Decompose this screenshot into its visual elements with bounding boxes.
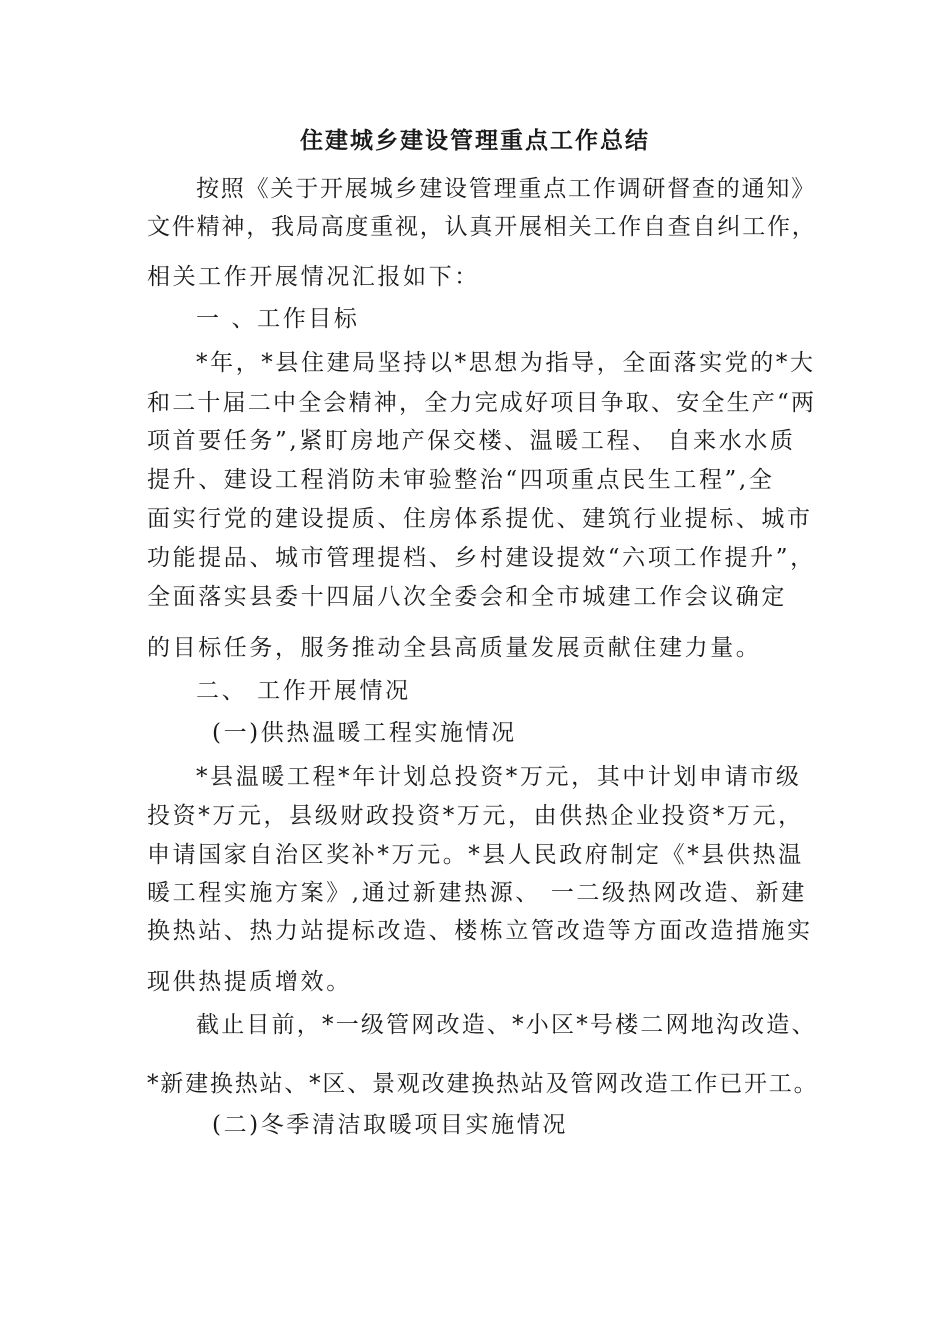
paragraph-line: 项首要任务”,紧盯房地产保交楼、温暖工程、 自来水水质 (147, 428, 796, 454)
paragraph-line: 提升、建设工程消防未审验整治“四项重点民生工程”,全 (147, 467, 775, 493)
document-title: 住建城乡建设管理重点工作总结 (300, 127, 650, 154)
paragraph-line: 投资*万元，县级财政投资*万元，由供热企业投资*万元， (147, 803, 804, 829)
paragraph-line: 截止目前，*一级管网改造、*小区*号楼二网地沟改造、 (196, 1012, 817, 1038)
paragraph-line: 申请国家自治区奖补*万元。*县人民政府制定《*县供热温 (147, 842, 804, 868)
paragraph-line: 功能提品、城市管理提档、乡村建设提效“六项工作提升”， (147, 545, 816, 571)
subsection-heading: (二)冬季清洁取暖项目实施情况 (212, 1112, 568, 1138)
subsection-heading: (一)供热温暖工程实施情况 (212, 720, 517, 746)
paragraph-line: *县温暖工程*年计划总投资*万元，其中计划申请市级 (196, 764, 802, 790)
intro-line: 文件精神，我局高度重视，认真开展相关工作自查自纠工作， (147, 214, 817, 240)
paragraph-line: 和二十届二中全会精神，全力完成好项目争取、安全生产“两 (147, 390, 817, 416)
paragraph-line: 暖工程实施方案》,通过新建热源、 一二级热网改造、新建 (147, 880, 807, 906)
paragraph-line: 全面落实县委十四届八次全委会和全市城建工作会议确定 (147, 584, 787, 610)
intro-line: 按照《关于开展城乡建设管理重点工作调研督查的通知》 (196, 176, 816, 202)
intro-line: 相关工作开展情况汇报如下： (147, 264, 480, 290)
section-heading: 一 、工作目标 (196, 306, 360, 332)
section-heading: 二、 工作开展情况 (196, 678, 411, 704)
paragraph-line: 换热站、热力站提标改造、楼栋立管改造等方面改造措施实 (147, 918, 813, 944)
paragraph-line: 的目标任务，服务推动全县高质量发展贡献住建力量。 (147, 635, 762, 661)
paragraph-line: *新建换热站、*区、景观改建换热站及管网改造工作已开工。 (147, 1071, 819, 1097)
paragraph-line: *年，*县住建局坚持以*思想为指导，全面落实党的*大 (196, 350, 816, 376)
paragraph-line: 面实行党的建设提质、住房体系提优、建筑行业提标、城市 (147, 506, 813, 532)
paragraph-line: 现供热提质增效。 (147, 969, 352, 995)
